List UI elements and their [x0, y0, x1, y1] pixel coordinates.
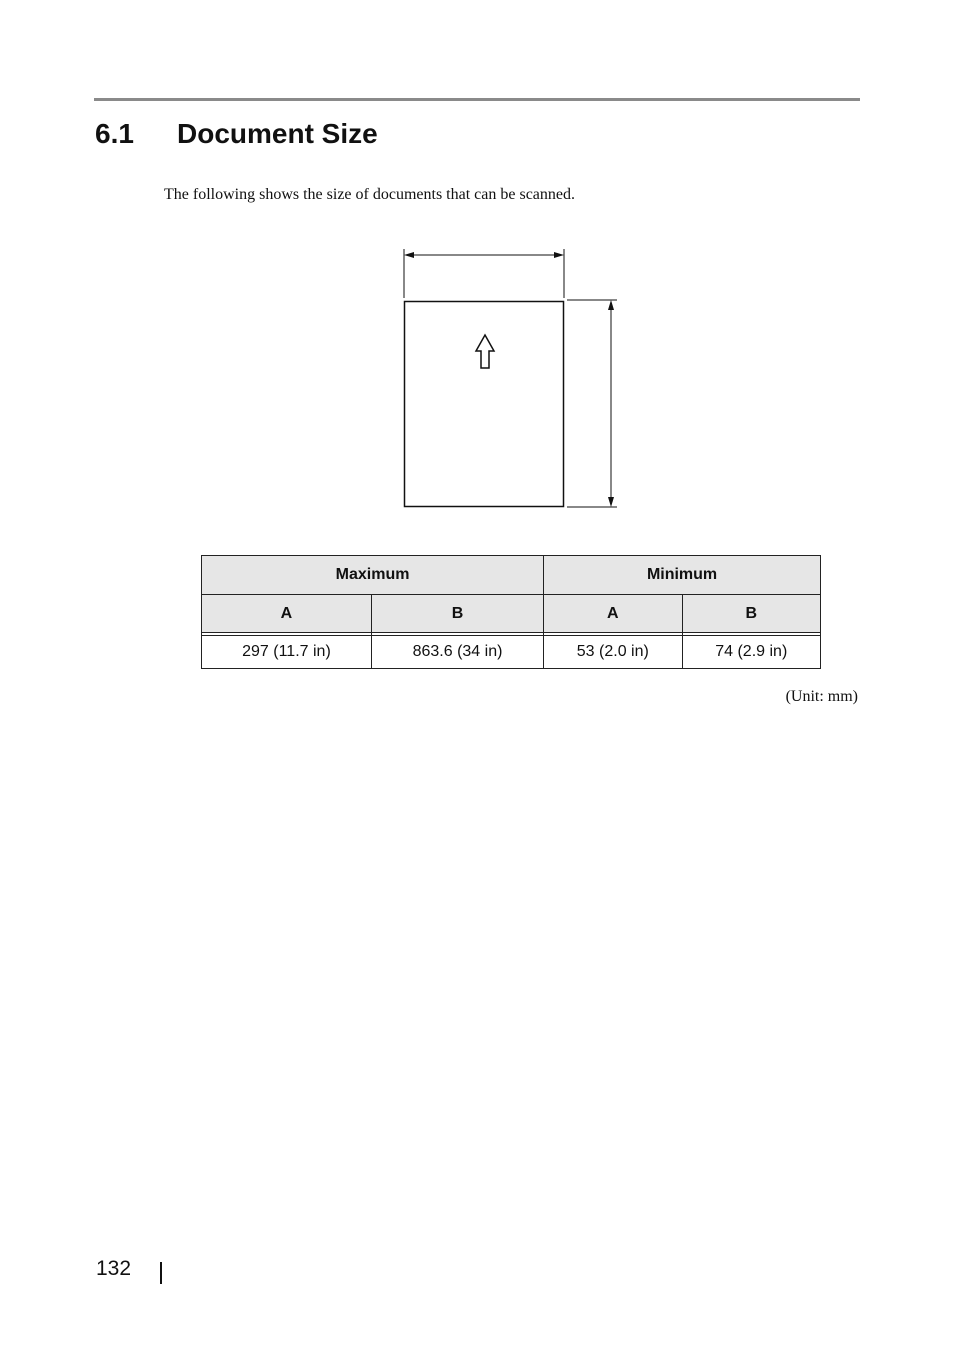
max-a-header: A: [202, 595, 372, 633]
height-arrowhead-top: [608, 300, 614, 310]
width-arrowhead-left: [404, 252, 414, 258]
unit-note: (Unit: mm): [785, 688, 858, 705]
max-b-header: B: [371, 595, 543, 633]
document-outline: [405, 302, 564, 507]
table-group-header-row: [202, 556, 821, 595]
width-arrowhead-right: [554, 252, 564, 258]
min-b-header: B: [682, 595, 820, 633]
min-a-header: A: [544, 595, 682, 633]
page-number-divider: [160, 1262, 162, 1284]
min-b-value: 74 (2.9 in): [682, 636, 820, 669]
page-number: 132: [96, 1257, 132, 1280]
width-dimension-line: [404, 249, 564, 298]
minimum-header: Minimum: [544, 556, 821, 595]
table-sub-header-row: [202, 595, 821, 633]
max-b-value: 863.6 (34 in): [371, 636, 543, 669]
maximum-header: Maximum: [202, 556, 544, 595]
table-row: [202, 636, 821, 669]
section-title: Document Size: [177, 118, 378, 149]
min-a-value: 53 (2.0 in): [544, 636, 682, 669]
height-dimension-line: [567, 300, 617, 507]
section-number: 6.1: [95, 118, 134, 149]
max-a-value: 297 (11.7 in): [202, 636, 372, 669]
document-size-table: [201, 555, 821, 669]
intro-paragraph: The following shows the size of documents that can be scanned.: [164, 186, 575, 203]
document-size-diagram: [0, 0, 954, 560]
height-arrowhead-bottom: [608, 497, 614, 507]
